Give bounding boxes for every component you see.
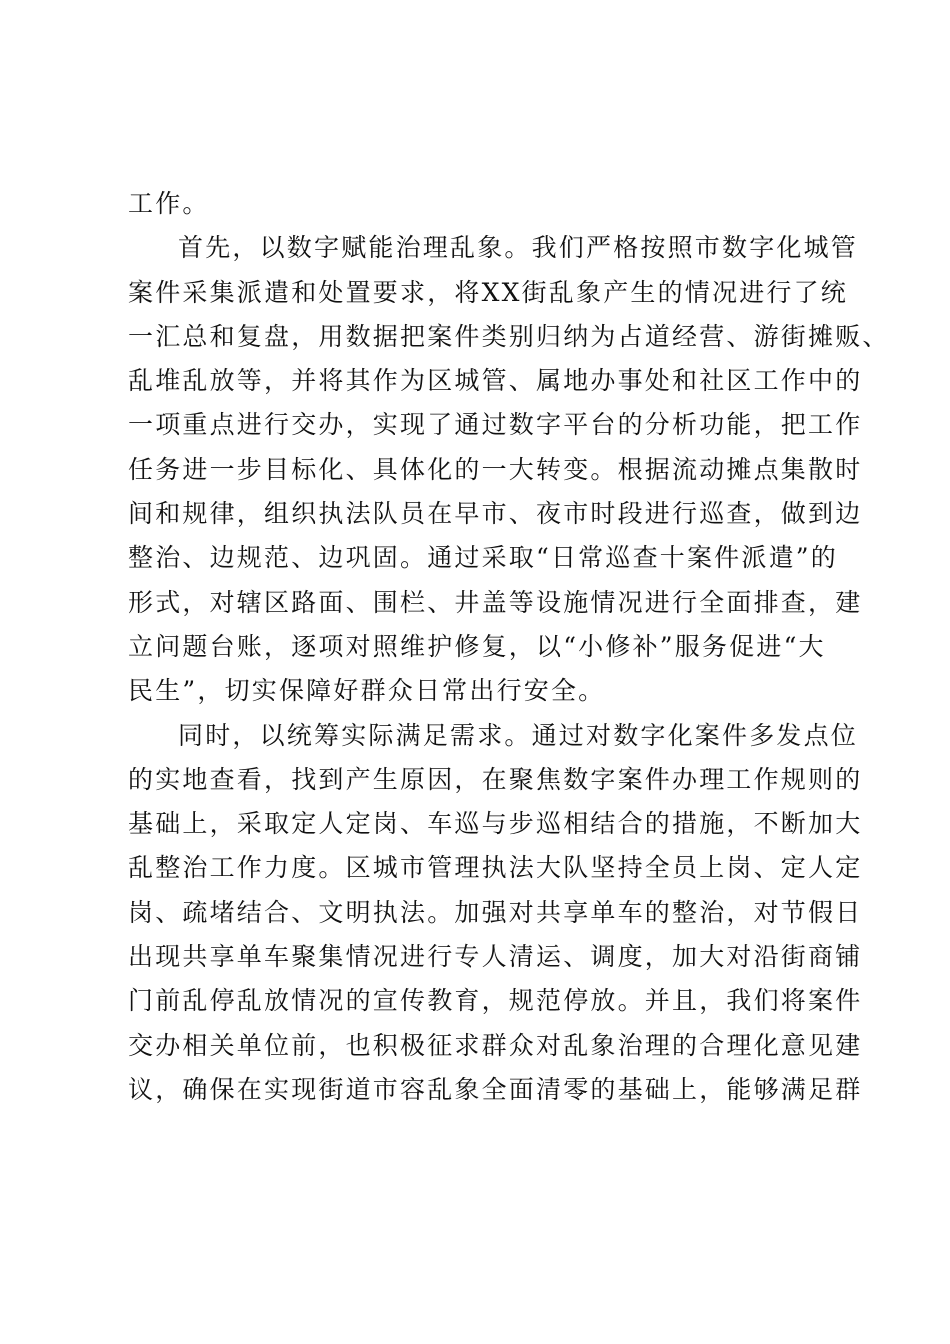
- paragraph-2-line-3: 一汇总和复盘，用数据把案件类别归纳为占道经营、游街摊贩、: [128, 321, 890, 351]
- paragraph-3-line-9: 议，确保在实现街道市容乱象全面清零的基础上，能够满足群: [128, 1074, 863, 1104]
- paragraph-3-line-8: 交办相关单位前，也积极征求群众对乱象治理的合理化意见建: [128, 1030, 863, 1060]
- paragraph-2-line-8: 整治、边规范、边巩固。通过采取“日常巡查十案件派遣”的: [128, 543, 838, 573]
- paragraph-3-line-6: 出现共享单车聚集情况进行专人清运、调度，加大对沿街商铺: [128, 942, 863, 972]
- paragraph-3-line-3: 基础上，采取定人定岗、车巡与步巡相结合的措施，不断加大: [128, 809, 863, 839]
- paragraph-2-line-11: 民生”，切实保障好群众日常出行安全。: [128, 676, 606, 706]
- paragraph-2-line-10: 立问题台账，逐项对照维护修复，以“小修补”服务促进“大: [128, 631, 826, 661]
- paragraph-1-line-1: 工作。: [128, 189, 210, 218]
- paragraph-2-line-6: 任务进一步目标化、具体化的一大转变。根据流动摊点集散时: [128, 454, 863, 484]
- paragraph-2-line-7: 间和规律，组织执法队员在早市、夜市时段进行巡查，做到边: [128, 499, 863, 529]
- paragraph-2-line-4: 乱堆乱放等，并将其作为区城管、属地办事处和社区工作中的: [128, 366, 863, 396]
- document-body: [128, 182, 890, 1157]
- paragraph-3-line-4: 乱整治工作力度。区城市管理执法大队坚持全员上岗、定人定: [128, 853, 863, 883]
- paragraph-3-line-5: 岗、疏堵结合、文明执法。加强对共享单车的整治，对节假日: [128, 897, 863, 927]
- paragraph-2-line-5: 一项重点进行交办，实现了通过数字平台的分析功能，把工作: [128, 410, 863, 440]
- paragraph-3-line-10: [128, 1112, 828, 1156]
- paragraph-3-line-1: 同时，以统筹实际满足需求。通过对数字化案件多发点位: [178, 720, 859, 750]
- paragraph-3-line-2: 的实地查看，找到产生原因，在聚焦数字案件办理工作规则的: [128, 764, 863, 794]
- paragraph-2-line-1: 首先，以数字赋能治理乱象。我们严格按照市数字化城管: [178, 233, 859, 263]
- paragraph-2-line-2: 案件采集派遣和处置要求，将XX街乱象产生的情况进行了统: [128, 277, 848, 307]
- paragraph-2-line-9: 形式，对辖区路面、围栏、井盖等设施情况进行全面排查，建: [128, 587, 863, 617]
- paragraph-3-line-7: 门前乱停乱放情况的宣传教育，规范停放。并且，我们将案件: [128, 986, 863, 1016]
